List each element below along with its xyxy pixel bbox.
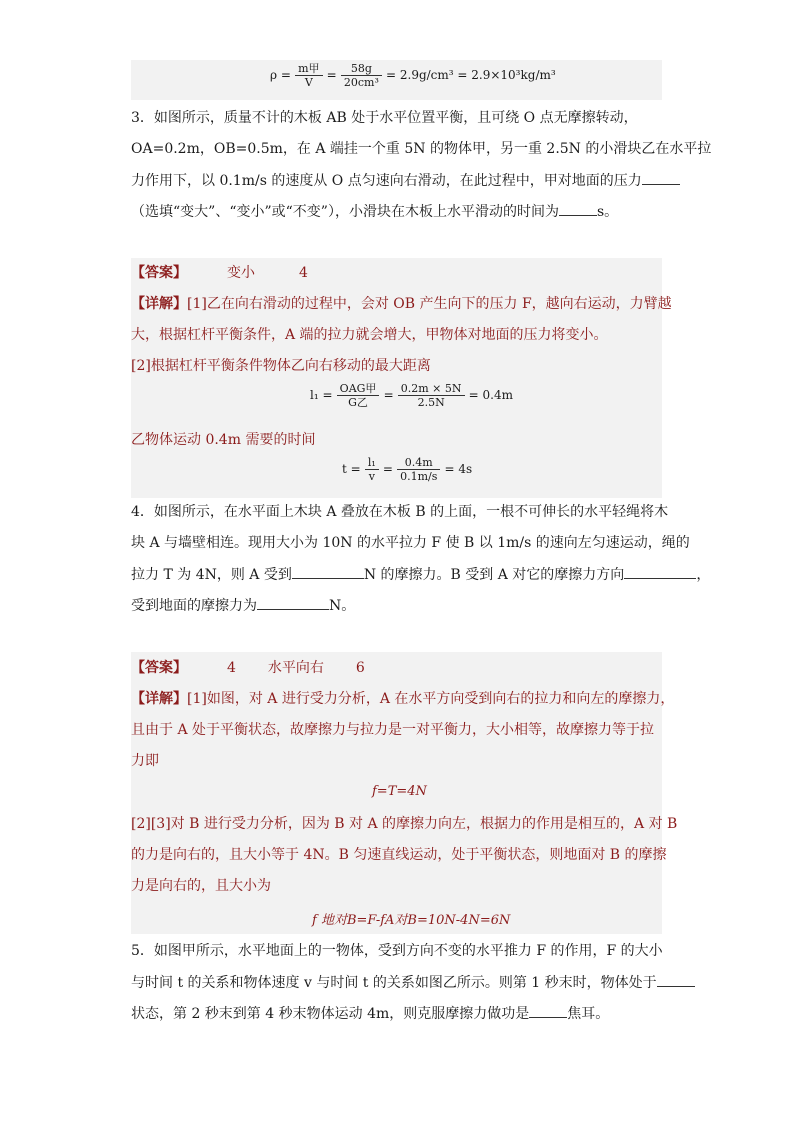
- q5-line1: 5．如图甲所示，水平地面上的一物体，受到方向不变的水平推力 F 的作用，F 的大小: [131, 943, 663, 959]
- q3-line3: 力作用下，以 0.1m/s 的速度从 O 点匀速向右滑动，在此过程中，甲对地面的压力: [131, 170, 680, 191]
- a3-answer: 【答案】 变小 4: [131, 265, 308, 281]
- lever-distance-formula: l₁ = $\frac{\text{OAG甲}}{\text{G乙}}$ = $\frac{0.2m \times 5N}{2.5N}$ = 0.4m: [310, 382, 514, 409]
- answer-blank[interactable]: [559, 201, 597, 216]
- answer-blank[interactable]: [657, 972, 695, 987]
- q4-line1: 4．如图所示，在水平面上木块 A 叠放在木板 B 的上面，一根不可伸长的水平轻绳将木: [131, 504, 669, 520]
- fraction: $\frac{58g}{\text{20cm³}}$: [341, 62, 382, 89]
- a4-detail4: [2][3]对 B 进行受力分析，因为 B 对 A 的摩擦力向左，根据力的作用是相互的，A 对 B: [131, 816, 678, 832]
- density-formula: ρ = $\frac{\text{m甲}}{V}$ = $\frac{58g}{\text{20cm³}}$ = 2.9g/cm³ = 2.9×10³kg/m³: [270, 62, 556, 89]
- a3-detail2: 大，根据杠杆平衡条件，A 端的拉力就会增大，甲物体对地面的压力将变小。: [131, 327, 608, 343]
- a3-detail1: 【详解】[1]乙在向右滑动的过程中，会对 OB 产生向下的压力 F，越向右运动，力臂越: [131, 296, 672, 312]
- q5-line3: 状态，第 2 秒末到第 4 秒末物体运动 4m，则克服摩擦力做功是 焦耳。: [131, 1003, 609, 1024]
- a3-detail4: 乙物体运动 0.4m 需要的时间: [131, 432, 316, 448]
- a4-detail2: 且由于 A 处于平衡状态，故摩擦力与拉力是一对平衡力，大小相等，故摩擦力等于拉: [131, 722, 655, 738]
- answer-blank[interactable]: [292, 564, 364, 579]
- a4-detail1: 【详解】[1]如图，对 A 进行受力分析，A 在水平方向受到向右的拉力和向左的摩擦力，: [131, 691, 675, 707]
- q5-line2: 与时间 t 的关系和物体速度 v 与时间 t 的关系如图乙所示。则第 1 秒末时，物体处于: [131, 972, 695, 993]
- a3-detail3: [2]根据杠杆平衡条件物体乙向右移动的最大距离: [131, 358, 431, 374]
- q4-line2: 块 A 与墙壁相连。现用大小为 10N 的水平拉力 F 使 B 以 1m/s 的速向左匀速运动，绳的: [131, 535, 690, 551]
- a4-formula2: f 地对B=F-fA对B=10N-4N=6N: [312, 913, 511, 928]
- a4-detail6: 力是向右的，且大小为: [131, 878, 271, 894]
- a4-formula1: f=T=4N: [372, 784, 427, 799]
- fraction: $\frac{\text{m甲}}{V}$: [295, 62, 322, 89]
- a4-answer: 【答案】 4 水平向右 6: [131, 660, 365, 676]
- q4-line4: 受到地面的摩擦力为 N。: [131, 595, 355, 616]
- answer-blank[interactable]: [529, 1003, 567, 1018]
- q3-line1: 3．如图所示，质量不计的木板 AB 处于水平位置平衡，且可绕 O 点无摩擦转动，: [131, 110, 638, 126]
- q4-line3: 拉力 T 为 4N，则 A 受到 N 的摩擦力。B 受到 A 对它的摩擦力方向 ，: [131, 564, 710, 585]
- a4-detail5: 的力是向右的，且大小等于 4N。B 匀速直线运动，处于平衡状态，则地面对 B 的摩擦: [131, 847, 667, 863]
- time-formula: t = $\frac{\text{l₁}}{v}$ = $\frac{0.4m}{0.1m/s}$ = 4s: [342, 456, 473, 483]
- answer-blank[interactable]: [257, 595, 329, 610]
- answer-blank[interactable]: [642, 170, 680, 185]
- a4-detail3: 力即: [131, 753, 159, 769]
- q3-line4: （选填“变大”、“变小”或“不变”），小滑块在木板上水平滑动的时间为 s。: [131, 201, 618, 222]
- q3-line2: OA=0.2m，OB=0.5m，在 A 端挂一个重 5N 的物体甲，另一重 2.5N 的小滑块乙在水平拉: [131, 141, 712, 157]
- answer-blank[interactable]: [624, 564, 696, 579]
